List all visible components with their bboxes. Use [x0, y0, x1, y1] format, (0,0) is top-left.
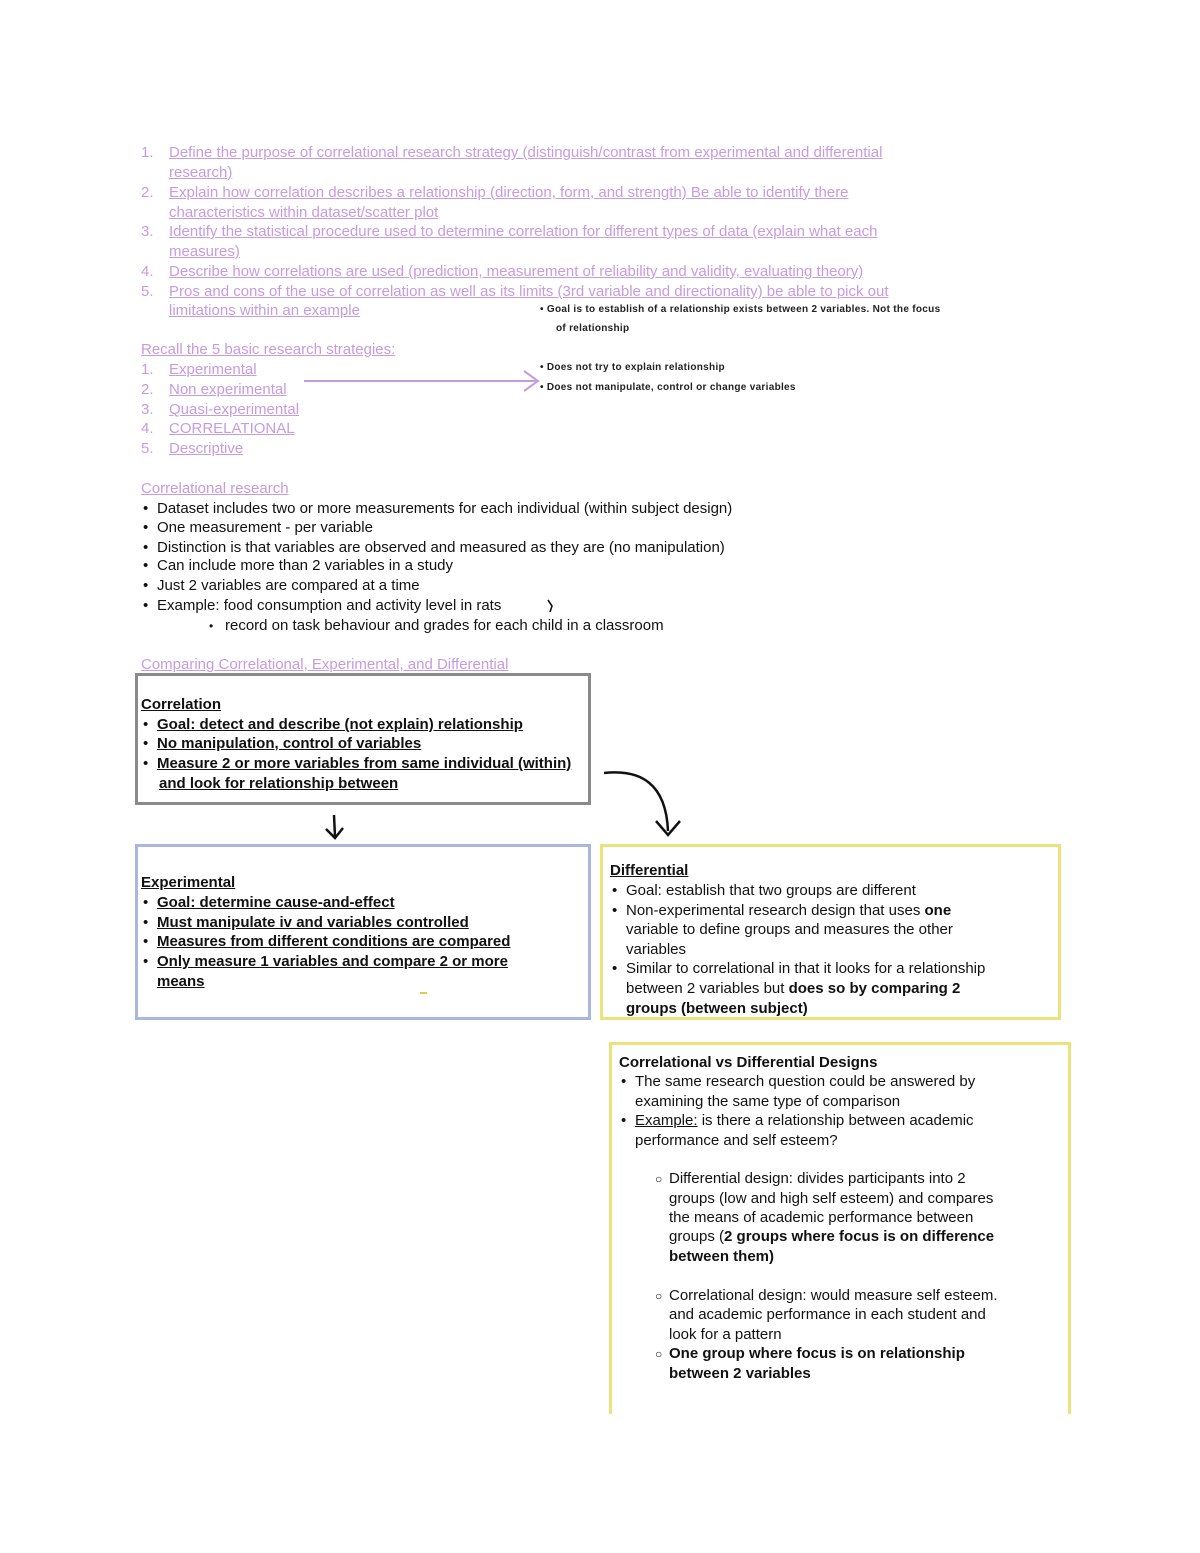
designs-sub-one-group-line-1: One group where focus is on relationship — [669, 1345, 965, 1362]
strategy-2-number: 2. — [141, 381, 154, 398]
objective-4-number: 4. — [141, 263, 154, 280]
designs-bullet-example-line-1 — [635, 1111, 974, 1131]
strategy-4-number: 4. — [141, 420, 154, 437]
correlation-bullet-measure-line-2: and look for relationship between — [159, 775, 399, 792]
sub-bullet-marker: • — [209, 619, 214, 633]
correlation-box-title: Correlation — [141, 696, 222, 713]
bullet-marker: • — [143, 500, 149, 517]
bullet-marker: • — [143, 597, 149, 614]
designs-sub-differential-line-5: between them) — [669, 1248, 775, 1265]
differential-bullet-similar-line-2 — [626, 979, 960, 999]
circle-bullet-icon: ○ — [655, 1347, 663, 1361]
differential-design-bold: one — [924, 902, 952, 919]
handwritten-tick-icon — [545, 598, 557, 614]
designs-sub-correlational-line-3: look for a pattern — [669, 1326, 782, 1343]
highlight-mark — [420, 992, 427, 994]
objective-2-line-1: Explain how correlation describes a relationship (direction, form, and strength) Be able to identify there — [169, 184, 849, 201]
objective-5-number: 5. — [141, 283, 154, 300]
bullet-marker: • — [143, 914, 149, 931]
correlation-bullet-measure-line-1: Measure 2 or more variables from same individual (within) — [157, 755, 572, 772]
strategies-heading: Recall the 5 basic research strategies: — [141, 341, 396, 358]
differential-box-title: Differential — [610, 862, 689, 879]
objective-2-line-2: characteristics within dataset/scatter plot — [169, 204, 439, 221]
designs-bullet-same-question-line-2: examining the same type of comparison — [635, 1093, 901, 1110]
designs-sub-one-group-line-2: between 2 variables — [669, 1365, 811, 1382]
bullet-marker: • — [612, 882, 618, 899]
strategy-1-number: 1. — [141, 361, 154, 378]
designs-sub-differential-line-1: Differential design: divides participants into 2 — [669, 1170, 966, 1187]
designs-sub-differential-line-2: groups (low and high self esteem) and compares — [669, 1190, 994, 1207]
handwritten-note-manipulate: • Does not manipulate, control or change variables — [540, 382, 796, 393]
experimental-bullet-measures: Measures from different conditions are compared — [157, 933, 511, 950]
circle-bullet-icon: ○ — [655, 1172, 663, 1186]
objective-1-line-1: Define the purpose of correlational research strategy (distinguish/contrast from experimental and differential — [169, 144, 883, 161]
correlational-bullet-4: Can include more than 2 variables in a study — [157, 557, 454, 574]
designs-sub-differential-line-4 — [669, 1227, 994, 1247]
designs-box-title: Correlational vs Differential Designs — [619, 1054, 878, 1071]
strategy-5-label: Descriptive — [169, 440, 244, 457]
experimental-bullet-only-measure-line-2: means — [157, 973, 205, 990]
bullet-marker: • — [143, 519, 149, 536]
designs-example-text: is there a relationship between academic — [697, 1112, 974, 1129]
bullet-marker: • — [143, 557, 149, 574]
designs-sub-differential-line-3: the means of academic performance between — [669, 1209, 974, 1226]
designs-bullet-example-line-2: performance and self esteem? — [635, 1132, 838, 1149]
handwritten-note-goal-line-2: of relationship — [556, 323, 630, 334]
bullet-marker: • — [143, 755, 149, 772]
correlational-bullet-3: Distinction is that variables are observed and measured as they are (no manipulation) — [157, 539, 725, 556]
experimental-bullet-manipulate: Must manipulate iv and variables controlled — [157, 914, 469, 931]
designs-sub-correlational-line-1: Correlational design: would measure self esteem. — [669, 1287, 998, 1304]
designs-sub-differential-text: groups ( — [669, 1228, 725, 1245]
bullet-marker: • — [612, 960, 618, 977]
bullet-marker: • — [143, 894, 149, 911]
lavender-arrow-icon — [300, 368, 545, 396]
designs-bullet-same-question-line-1: The same research question could be answered by — [635, 1073, 976, 1090]
objective-3-line-2: measures) — [169, 243, 240, 260]
strategy-2-label: Non experimental — [169, 381, 287, 398]
bullet-marker: • — [143, 539, 149, 556]
bullet-marker: • — [143, 577, 149, 594]
correlational-bullet-5: Just 2 variables are compared at a time — [157, 577, 420, 594]
bullet-marker: • — [621, 1112, 627, 1129]
circle-bullet-icon: ○ — [655, 1289, 663, 1303]
experimental-box-title: Experimental — [141, 874, 236, 891]
bullet-marker: • — [612, 902, 618, 919]
strategy-3-label: Quasi-experimental — [169, 401, 300, 418]
handwritten-note-explain: • Does not try to explain relationship — [540, 362, 725, 373]
curved-arrow-icon — [600, 765, 690, 845]
differential-bullet-similar-line-3: groups (between subject) — [626, 1000, 808, 1017]
differential-bullet-goal: Goal: establish that two groups are different — [626, 882, 916, 899]
objective-4-line-1: Describe how correlations are used (prediction, measurement of reliability and validity, evaluating theory) — [169, 263, 864, 280]
comparing-heading: Comparing Correlational, Experimental, and Differential — [141, 656, 509, 673]
differential-design-text: Non-experimental research design that uses — [626, 902, 925, 919]
designs-sub-correlational-line-2: and academic performance in each student and — [669, 1306, 986, 1323]
objective-3-line-1: Identify the statistical procedure used to determine correlation for different types of data (explain what each — [169, 223, 878, 240]
strategy-4-label: CORRELATIONAL — [169, 420, 295, 437]
correlation-bullet-manipulation: No manipulation, control of variables — [157, 735, 422, 752]
correlational-bullet-1: Dataset includes two or more measurements for each individual (within subject design) — [157, 500, 733, 517]
objective-1-line-2: research) — [169, 164, 233, 181]
down-arrow-icon — [320, 812, 350, 842]
bullet-marker: • — [143, 933, 149, 950]
correlational-bullet-2: One measurement - per variable — [157, 519, 373, 536]
objective-1-number: 1. — [141, 144, 154, 161]
designs-sub-differential-bold: 2 groups where focus is on difference — [724, 1228, 995, 1245]
correlational-sub-bullet: record on task behaviour and grades for each child in a classroom — [225, 617, 664, 634]
differential-bullet-similar-line-1: Similar to correlational in that it looks for a relationship — [626, 960, 986, 977]
bullet-marker: • — [143, 953, 149, 970]
correlation-bullet-goal: Goal: detect and describe (not explain) relationship — [157, 716, 523, 733]
differential-bullet-design-line-3: variables — [626, 941, 687, 958]
bullet-marker: • — [621, 1073, 627, 1090]
objective-2-number: 2. — [141, 184, 154, 201]
differential-bullet-design-line-1 — [626, 901, 951, 921]
bullet-marker: • — [143, 735, 149, 752]
objective-3-number: 3. — [141, 223, 154, 240]
strategy-1-label: Experimental — [169, 361, 257, 378]
experimental-bullet-goal: Goal: determine cause-and-effect — [157, 894, 395, 911]
handwritten-note-goal-line-1: • Goal is to establish of a relationship exists between 2 variables. Not the focus — [540, 304, 941, 315]
objective-5-line-2: limitations within an example — [169, 302, 360, 319]
correlational-bullet-6: Example: food consumption and activity level in rats — [157, 597, 502, 614]
strategy-5-number: 5. — [141, 440, 154, 457]
bullet-marker: • — [143, 716, 149, 733]
correlational-research-heading: Correlational research — [141, 480, 289, 497]
experimental-bullet-only-measure-line-1: Only measure 1 variables and compare 2 or more — [157, 953, 508, 970]
differential-similar-text: between 2 variables but — [626, 980, 789, 997]
objective-5-line-1: Pros and cons of the use of correlation as well as its limits (3rd variable and directionality) be able to pick out — [169, 283, 889, 300]
designs-example-label: Example: — [635, 1112, 698, 1129]
differential-bullet-design-line-2: variable to define groups and measures the other — [626, 921, 953, 938]
strategy-3-number: 3. — [141, 401, 154, 418]
differential-similar-bold: does so by comparing 2 — [788, 980, 961, 997]
